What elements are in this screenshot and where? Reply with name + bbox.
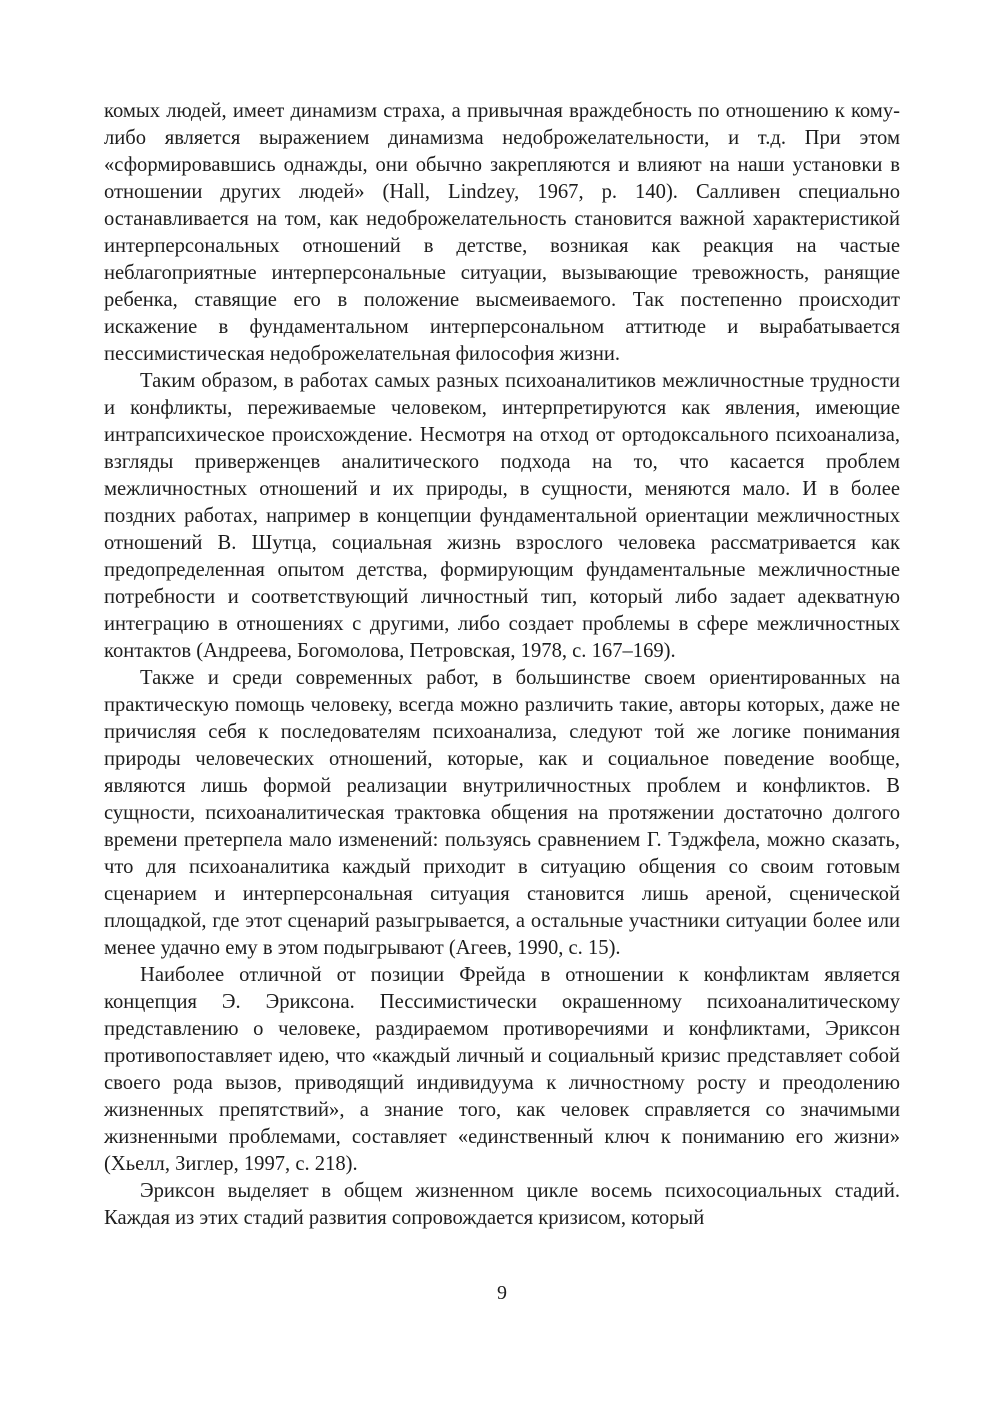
paragraph-3: Также и среди современных работ, в большинстве своем ориентированных на практическую помощь человеку, всегда можно различить такие, авторы которых, даже не причисляя себя к последователям психоанализа, следуют той же логике понимания природы человеческих отношений, которые, как и социальное поведение вообще, являются лишь формой реализации внутриличностных проблем и конфликтов. В сущности, психоаналитическая трактовка общения на протяжении достаточно долгого времени претерпела мало изменений: пользуясь сравнением Г. Тэджфела, можно сказать, что для психоаналитика каждый приходит в ситуацию общения со своим готовым сценарием и интерперсональная ситуация становится лишь ареной, сценической площадкой, где этот сценарий разыгрывается, а остальные участники ситуации более или менее удачно ему в этом подыгрывают (Агеев, 1990, с. 15). — [104, 667, 900, 959]
page-body — [104, 98, 900, 1232]
page-number: 9 — [497, 1282, 507, 1304]
paragraph-4: Наиболее отличной от позиции Фрейда в отношении к конфликтам является концепция Э. Эриксона. Пессимистически окрашенному психоаналитическому представлению о человеке, раздираемом противоречиями и конфликтами, Эриксон противопоставляет идею, что «каждый личный и социальный кризис представляет собой своего рода вызов, приводящий индивидуума к личностному росту и преодолению жизненных препятствий», а знание того, как человек справляется со значимыми жизненными проблемами, составляет «единственный ключ к пониманию его жизни» (Хьелл, Зиглер, 1997, с. 218). — [104, 964, 900, 1175]
paragraph-1: комых людей, имеет динамизм страха, а привычная враждебность по отношению к кому-либо является выражением динамизма недоброжелательности, и т.д. При этом «сформировавшись однажды, они обычно закрепляются и влияют на наши установки в отношении других людей» (Hall, Lindzey, 1967, p. 140). Салливен специально останавливается на том, как недоброжелательность становится важной характеристикой интерперсональных отношений в детстве, возникая как реакция на частые неблагоприятные интерперсональные ситуации, вызывающие тревожность, ранящие ребенка, ставящие его в положение высмеиваемого. Так постепенно происходит искажение в фундаментальном интерперсональном аттитюде и вырабатывается пессимистическая недоброжелательная философия жизни. — [104, 100, 900, 365]
paragraph-2: Таким образом, в работах самых разных психоаналитиков межличностные трудности и конфликты, переживаемые человеком, интерпретируются как явления, имеющие интрапсихическое происхождение. Несмотря на отход от ортодоксального психоанализа, взгляды приверженцев аналитического подхода на то, что касается проблем межличностных отношений и их природы, в сущности, меняются мало. И в более поздних работах, например в концепции фундаментальной ориентации межличностных отношений В. Шутца, социальная жизнь взрослого человека рассматривается как предопределенная опытом детства, формирующим фундаментальные межличностные потребности и соответствующий личностный тип, который либо задает адекватную интеграцию в отношениях с другими, либо создает проблемы в сфере межличностных контактов (Андреева, Богомолова, Петровская, 1978, с. 167–169). — [104, 370, 900, 662]
paragraph-5: Эриксон выделяет в общем жизненном цикле восемь психосоциальных стадий. Каждая из этих стадий развития сопровождается кризисом, который — [104, 1180, 900, 1229]
